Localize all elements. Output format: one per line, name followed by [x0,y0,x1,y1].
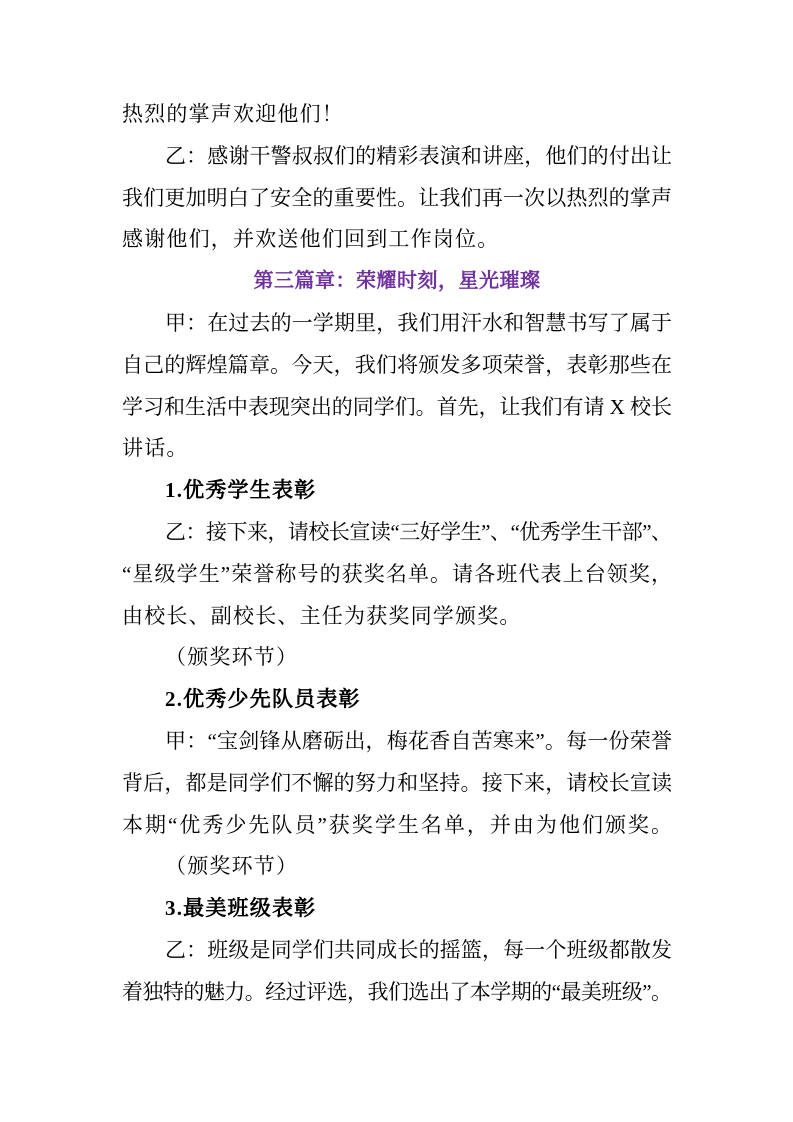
section-title-text: 3.最美班级表彰 [165,896,317,921]
paragraph-line [122,721,672,763]
paragraph-line [122,805,675,847]
line-text: 乙：接下来，请校长宣读“三好学生”、“优秀学生干部”、 [165,519,672,544]
section-title [122,470,672,512]
line-text: 着独特的魅力。经过评选，我们选出了本学期的“最美班级”。 [122,979,672,1004]
stage-note-text: （颁奖环节） [165,854,299,879]
stage-note [122,637,672,679]
section-title-text: 1.优秀学生表彰 [165,478,317,503]
paragraph-line [122,763,672,805]
stage-note-text: （颁奖环节） [165,645,299,670]
line-text: 背后，都是同学们不懈的努力和坚持。接下来，请校长宣读 [122,770,673,795]
paragraph-line [122,303,672,345]
line-text: 乙：感谢干警叔叔们的精彩表演和讲座，他们的付出让 [165,143,673,168]
line-text: 自己的辉煌篇章。今天，我们将颁发多项荣誉，表彰那些在 [122,352,673,377]
line-text: 我们更加明白了安全的重要性。让我们再一次以热烈的掌声 [122,185,673,210]
line-text: 乙：班级是同学们共同成长的摇篮，每一个班级都散发 [165,937,673,962]
continuation-line [122,94,672,136]
line-text: 本期“优秀少先队员”获奖学生名单，并由为他们颁奖。 [122,812,675,837]
line-text: “星级学生”荣誉称号的获奖名单。请各班代表上台领奖， [122,561,674,586]
paragraph-line [122,345,672,387]
paragraph-line [122,554,672,596]
page-content [122,94,675,1014]
paragraph-line [122,930,672,972]
line-text: 讲话。 [122,436,189,461]
chapter-heading-text: 第三篇章：荣耀时刻，星光璀璨 [253,270,541,293]
section-title-text: 2.优秀少先队员表彰 [165,687,361,712]
paragraph-line [122,219,672,261]
paragraph-line [122,428,672,470]
line-text: 热烈的掌声欢迎他们！ [122,102,344,126]
paragraph-line [122,972,672,1014]
paragraph-line [122,596,672,638]
line-text: 甲：在过去的一学期里，我们用汗水和智慧书写了属于 [165,310,673,335]
section-title [122,888,672,930]
paragraph-line [122,136,672,178]
chapter-heading [122,261,672,303]
line-text: 感谢他们，并欢送他们回到工作岗位。 [122,227,500,252]
paragraph-line [122,387,672,429]
stage-note [122,846,672,888]
section-title [122,679,672,721]
paragraph-line [122,512,672,554]
line-text: 学习和生活中表现突出的同学们。首先，让我们有请 X 校长 [122,394,672,419]
line-text: 甲：“宝剑锋从磨砺出，梅花香自苦寒来”。每一份荣誉 [165,728,673,753]
paragraph-line [122,178,672,220]
line-text: 由校长、副校长、主任为获奖同学颁奖。 [122,603,522,628]
